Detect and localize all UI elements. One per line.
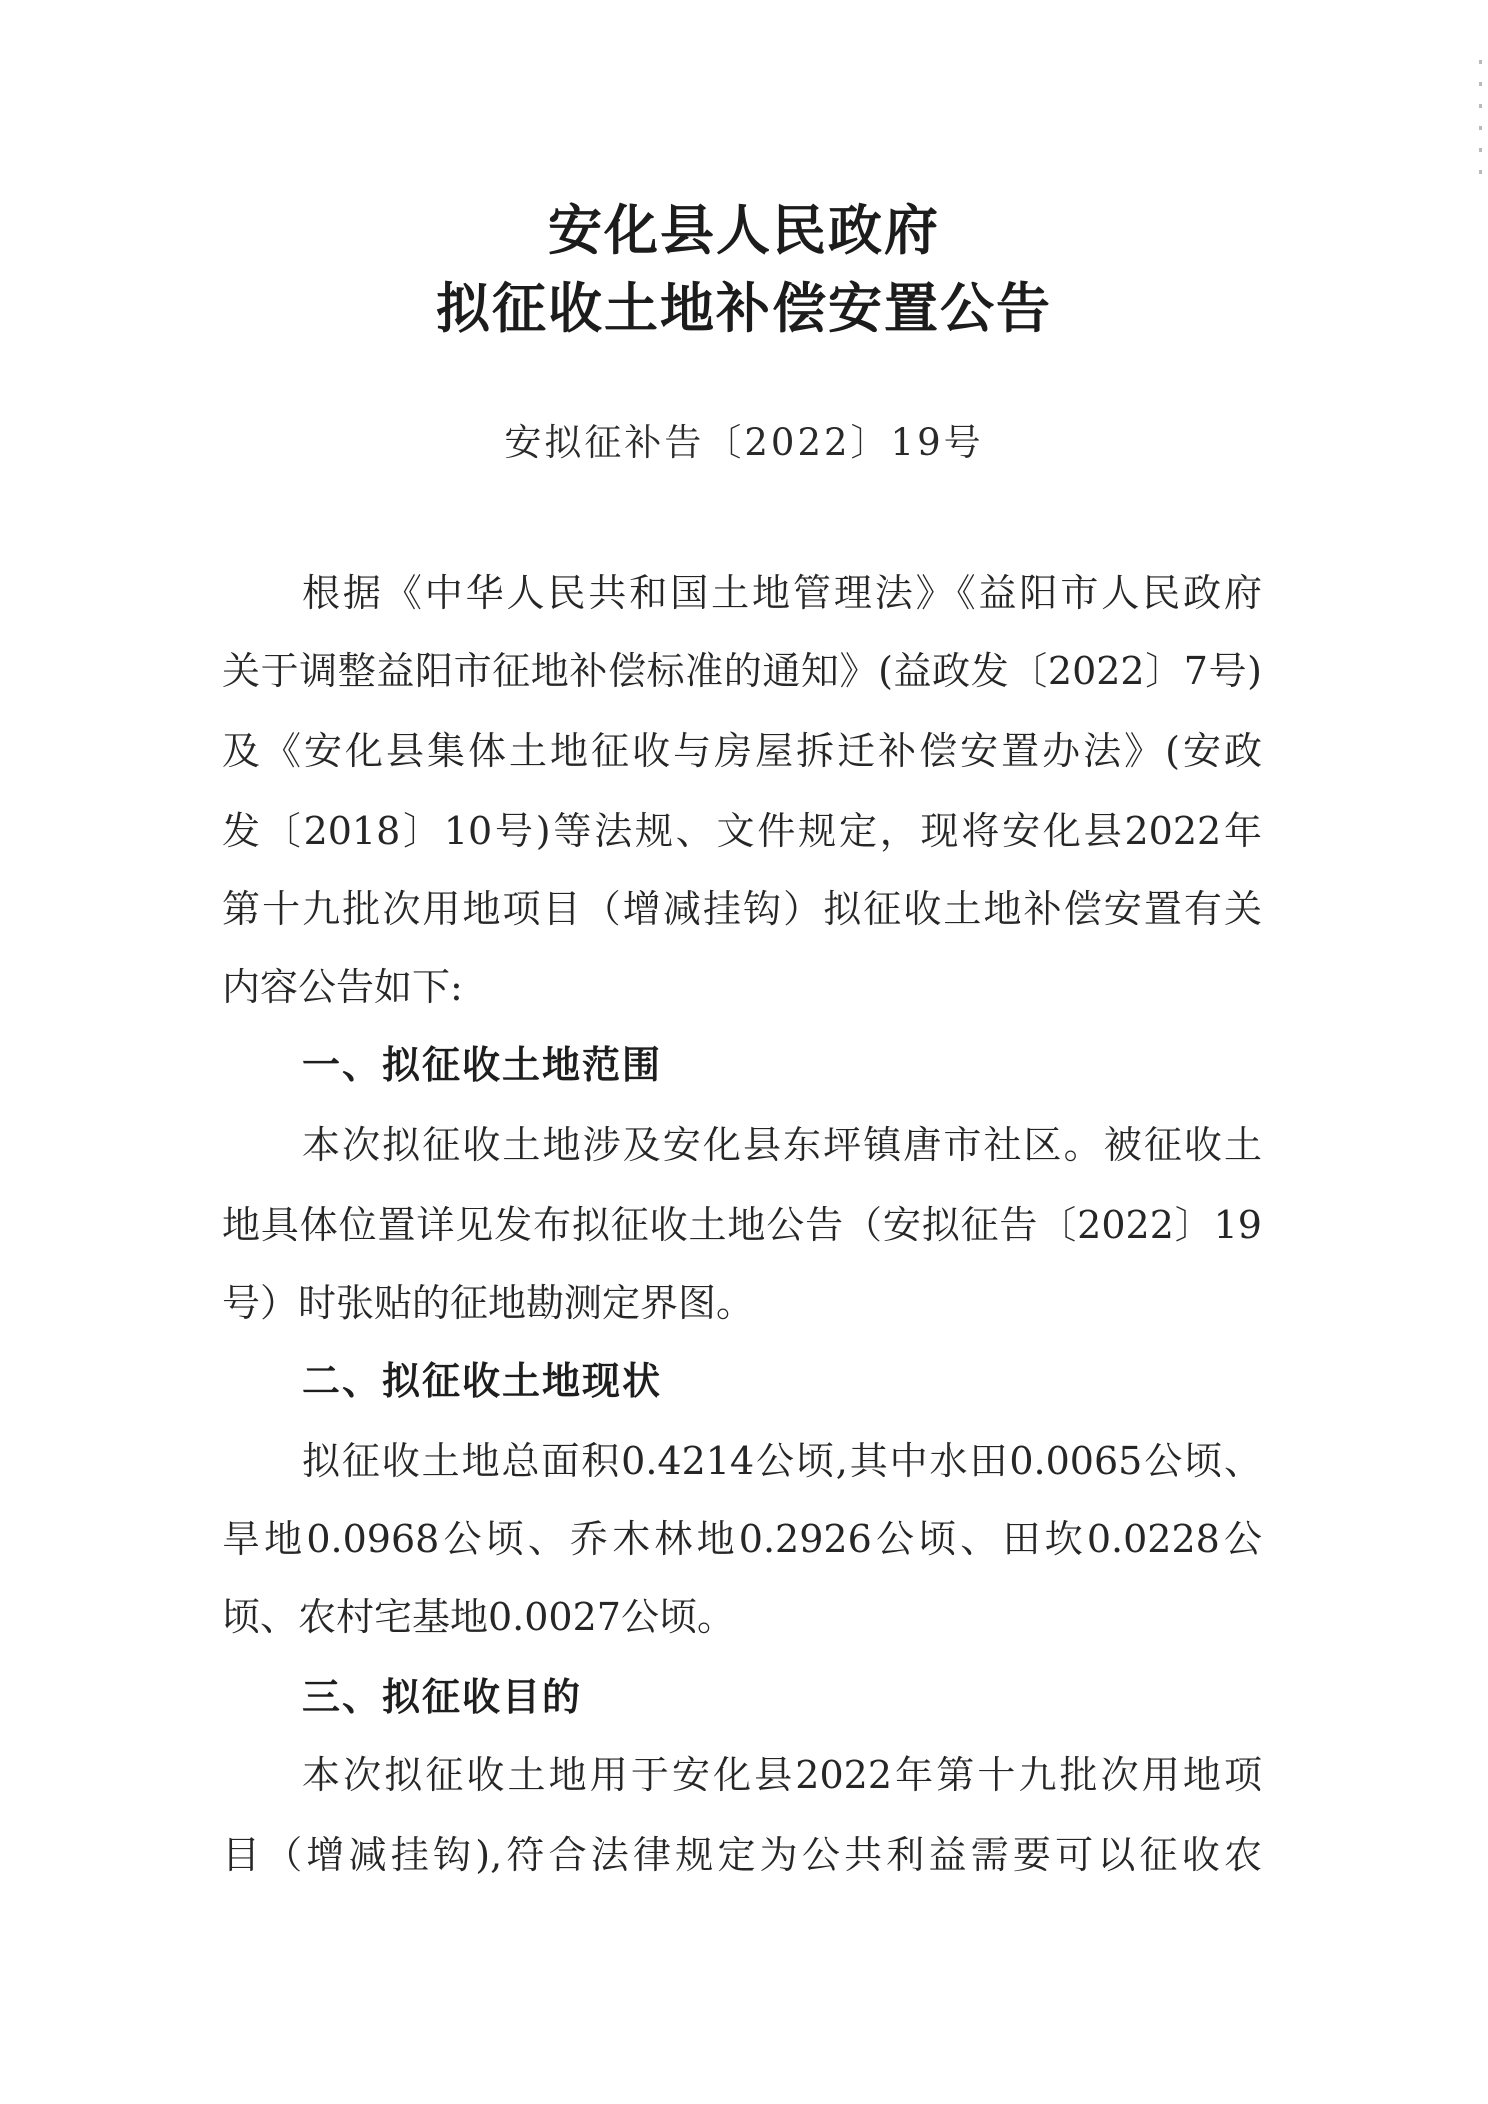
paragraph-line: 拟征收土地总面积0.4214公顷,其中水田0.0065公顷、 [302, 1439, 1262, 1483]
document-title-line-2: 拟征收土地补偿安置公告 [436, 276, 1052, 340]
paragraph-line: 地具体位置详见发布拟征收土地公告（安拟征告〔2022〕19 [222, 1203, 1262, 1247]
paragraph-line: 顷、农村宅基地0.0027公顷。 [222, 1595, 735, 1639]
paragraph-line: 内容公告如下: [222, 965, 463, 1009]
paragraph-line: 号）时张贴的征地勘测定界图。 [222, 1281, 755, 1325]
paragraph-line: 目（增减挂钩),符合法律规定为公共利益需要可以征收农 [222, 1833, 1262, 1877]
paragraph-line: 发〔2018〕10号)等法规、文件规定，现将安化县2022年 [222, 809, 1262, 853]
paragraph-line: 关于调整益阳市征地补偿标准的通知》(益政发〔2022〕7号) [222, 649, 1262, 693]
paragraph-line: 第十九批次用地项目（增减挂钩）拟征收土地补偿安置有关 [222, 887, 1262, 931]
paragraph-line: 根据《中华人民共和国土地管理法》《益阳市人民政府 [302, 571, 1262, 615]
section-heading-1: 一、拟征收土地范围 [302, 1043, 663, 1087]
document-title-line-1: 安化县人民政府 [548, 198, 940, 262]
paragraph-line: 旱地0.0968公顷、乔木林地0.2926公顷、田坎0.0228公 [222, 1517, 1262, 1561]
section-heading-3: 三、拟征收目的 [302, 1675, 583, 1719]
document-number: 安拟征补告〔2022〕19号 [504, 421, 984, 464]
section-heading-2: 二、拟征收土地现状 [302, 1359, 663, 1403]
paragraph-line: 本次拟征收土地涉及安化县东坪镇唐市社区。被征收土 [302, 1123, 1262, 1167]
scan-edge-marks [1479, 60, 1482, 180]
paragraph-line: 及《安化县集体土地征收与房屋拆迁补偿安置办法》(安政 [222, 729, 1262, 773]
paragraph-line: 本次拟征收土地用于安化县2022年第十九批次用地项 [302, 1753, 1262, 1797]
